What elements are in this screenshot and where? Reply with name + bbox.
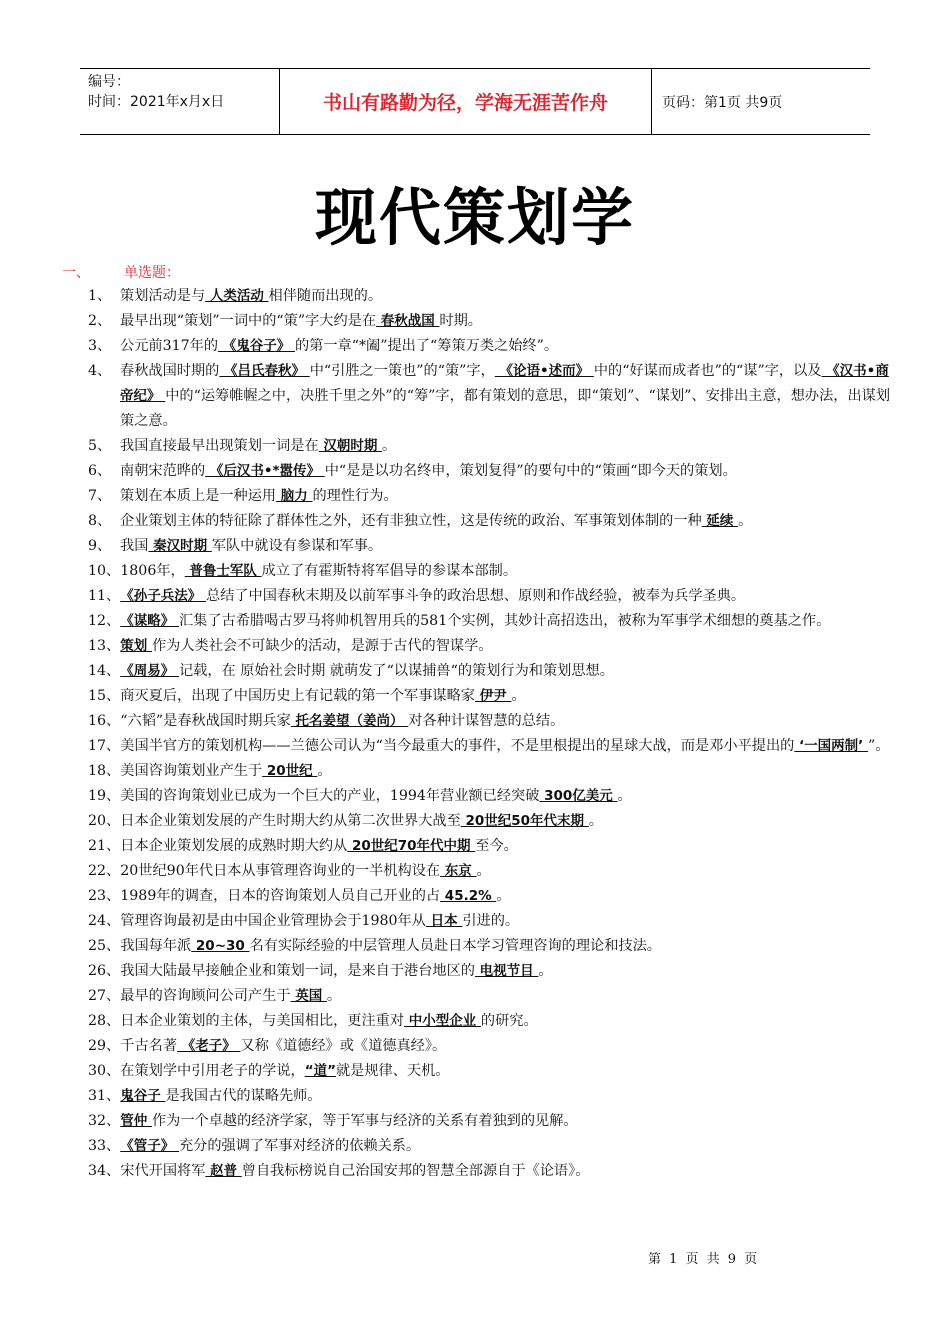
list-item xyxy=(88,434,894,459)
item-number: 15、 xyxy=(88,688,121,704)
answer-blank: 策划 xyxy=(120,638,152,654)
question-text: 我国 xyxy=(120,538,149,554)
item-number: 8、 xyxy=(88,513,112,529)
answer-blank: 东京 xyxy=(440,863,477,879)
item-number: 4、 xyxy=(88,363,112,379)
item-text xyxy=(120,909,894,934)
question-text: 日本企业策划的主体，与美国相比，更注重对 xyxy=(120,1013,405,1029)
question-text: 策划活动是与 xyxy=(120,288,206,304)
list-item xyxy=(88,959,894,984)
list-item xyxy=(88,1159,894,1184)
item-text xyxy=(120,509,894,534)
list-item xyxy=(88,884,894,909)
question-text: 中“是是以功名终申，策划复得”的要句中的“策画“即今天的策划。 xyxy=(324,463,737,479)
item-text xyxy=(120,309,894,334)
question-text: 相伴随而出现的。 xyxy=(268,288,383,304)
question-text: 。 xyxy=(738,513,753,529)
question-text: 日本企业策划发展的产生时期大约从第二次世界大战至 xyxy=(120,813,461,829)
question-text: 在策划学中引用老子的学说， xyxy=(120,1063,305,1079)
list-item xyxy=(88,609,894,634)
item-number: 24、 xyxy=(88,913,121,929)
answer-blank: 《孙子兵法》 xyxy=(120,588,206,604)
item-number: 17、 xyxy=(88,738,121,754)
item-text xyxy=(120,434,894,459)
question-text: 时期。 xyxy=(439,313,482,329)
question-text: 宋代开国将军 xyxy=(120,1163,206,1179)
answer-blank: 《后汉书•*嚣传》 xyxy=(205,463,325,479)
item-number: 11、 xyxy=(88,588,121,604)
list-item xyxy=(88,784,894,809)
question-text: 。 xyxy=(382,438,397,454)
question-text: 。 xyxy=(511,688,526,704)
question-text: 春秋战国时期的 xyxy=(120,363,220,379)
list-item xyxy=(88,834,894,859)
question-text: 我国大陆最早接触企业和策划一词，是来自于港台地区的 xyxy=(120,963,475,979)
item-text xyxy=(120,459,894,484)
item-text xyxy=(120,834,894,859)
item-text xyxy=(120,484,894,509)
item-number: 21、 xyxy=(88,838,121,854)
question-text: 作为一个卓越的经济学家，等于军事与经济的关系有着独到的见解。 xyxy=(151,1113,578,1129)
answer-blank: 《谋略》 xyxy=(120,613,179,629)
answer-blank: 赵普 xyxy=(205,1163,242,1179)
question-text: 1989年的调查，日本的咨询策划人员自己开业的占 xyxy=(120,888,441,904)
header-meta xyxy=(80,69,280,134)
answer-blank: 45.2% xyxy=(440,888,497,904)
list-item xyxy=(88,534,894,559)
header-page-info: 页码：第1页 共9页 xyxy=(662,94,783,111)
item-text xyxy=(120,1159,894,1184)
item-number: 22、 xyxy=(88,863,121,879)
question-text: 。 xyxy=(326,988,342,1004)
item-text xyxy=(120,659,894,684)
item-text xyxy=(120,709,894,734)
answer-blank: 《汉书•商帝纪》 xyxy=(120,363,889,404)
item-text xyxy=(120,1084,894,1109)
item-text xyxy=(120,1134,894,1159)
question-text: 汇集了古希腊喝古罗马将帅机智用兵的581个实例，其妙计高招迭出，被称为军事学术细想的奠基之作。 xyxy=(178,613,831,629)
question-text: 我国每年派 xyxy=(120,938,192,954)
answer-blank: 《论语•述而》 xyxy=(494,363,594,379)
answer-blank: 普鲁士军队 xyxy=(184,563,262,579)
list-item xyxy=(88,734,894,759)
list-item xyxy=(88,1009,894,1034)
item-number: 12、 xyxy=(88,613,121,629)
question-text: 公元前317年的 xyxy=(120,338,219,354)
question-text: 1806年， xyxy=(120,563,185,579)
question-text: 南朝宋范晔的 xyxy=(120,463,206,479)
question-text: 美国半官方的策划机构——兰德公司认为“当今最重大的事件，不是里根提出的星球大战，而是邓小平提出的 xyxy=(120,738,795,754)
answer-blank: 延续 xyxy=(701,513,739,529)
answer-blank: 汉朝时期 xyxy=(318,438,383,454)
item-number: 23、 xyxy=(88,888,121,904)
item-text xyxy=(120,1034,894,1059)
answer-blank: 中小型企业 xyxy=(404,1013,481,1029)
section-heading xyxy=(62,262,180,282)
answer-blank: 英国 xyxy=(290,988,327,1004)
question-text: 的研究。 xyxy=(480,1013,538,1029)
answer-blank: 20~30 xyxy=(191,938,250,954)
list-item xyxy=(88,859,894,884)
item-number: 32、 xyxy=(88,1113,121,1129)
list-item xyxy=(88,309,894,334)
question-text: 是我国古代的谋略先师。 xyxy=(165,1088,322,1104)
item-number: 29、 xyxy=(88,1038,121,1054)
answer-blank: 托名姜望（姜尚） xyxy=(290,713,409,729)
item-number: 19、 xyxy=(88,788,121,804)
question-text: 作为人类社会不可缺少的活动，是源于古代的智谋学。 xyxy=(151,638,493,654)
answer-blank: 20世纪50年代末期 xyxy=(460,813,589,829)
item-text xyxy=(120,684,894,709)
item-text xyxy=(120,359,894,434)
question-text: 名有实际经验的中层管理人员赴日本学习管理咨询的理论和技法。 xyxy=(249,938,661,954)
header-motto: 书山有路勤为径，学海无涯苦作舟 xyxy=(280,69,652,134)
item-text xyxy=(120,1059,894,1084)
answer-blank: ‘一国两制’ xyxy=(794,738,868,754)
question-text: 对各种计谋智慧的总结。 xyxy=(408,713,565,729)
answer-blank: 20世纪 xyxy=(262,763,318,779)
list-item xyxy=(88,1059,894,1084)
list-item xyxy=(88,984,894,1009)
answer-blank: 管仲 xyxy=(120,1113,152,1129)
item-text xyxy=(120,634,894,659)
header-time: 时间：2021年x月x日 xyxy=(88,94,225,110)
question-text: 中的“运筹帷幄之中，决胜千里之外”的“筹”字，都有策划的意思，即“策划”、“谋划”、安排出主意，想办法，出谋划策之意。 xyxy=(120,388,891,429)
item-text xyxy=(120,734,894,759)
list-item xyxy=(88,909,894,934)
question-text: 。 xyxy=(496,888,511,904)
item-text xyxy=(120,784,894,809)
answer-blank: 《周易》 xyxy=(120,663,179,679)
answer-blank: 人类活动 xyxy=(205,288,269,304)
item-text xyxy=(120,984,894,1009)
question-text: 日本企业策划发展的成熟时期大约从 xyxy=(120,838,348,854)
question-text: 最早的咨询顾问公司产生于 xyxy=(120,988,291,1004)
list-item xyxy=(88,934,894,959)
question-text: 中“引胜之一策也”的“策”字， xyxy=(309,363,495,379)
question-text: 美国咨询策划业产生于 xyxy=(120,763,263,779)
question-text: 管理咨询最初是由中国企业管理协会于1980年从 xyxy=(120,913,426,929)
question-text: 就是规律、天机。 xyxy=(335,1063,450,1079)
question-list xyxy=(88,284,894,1184)
answer-blank: 秦汉时期 xyxy=(148,538,212,554)
list-item xyxy=(88,659,894,684)
item-text xyxy=(120,609,894,634)
item-text xyxy=(120,759,894,784)
answer-blank: “道” xyxy=(304,1063,336,1079)
list-item xyxy=(88,334,894,359)
list-item xyxy=(88,1084,894,1109)
question-text: 的理性行为。 xyxy=(312,488,398,504)
item-number: 31、 xyxy=(88,1088,121,1104)
question-text: 商灭夏后，出现了中国历史上有记载的第一个军事谋略家 xyxy=(120,688,475,704)
item-text xyxy=(120,1109,894,1134)
question-text: 。 xyxy=(476,863,491,879)
question-text: 。 xyxy=(538,963,553,979)
list-item xyxy=(88,1034,894,1059)
question-text: ”。 xyxy=(868,738,890,754)
item-number: 30、 xyxy=(88,1063,121,1079)
answer-blank: 春秋战国 xyxy=(376,313,440,329)
list-item xyxy=(88,484,894,509)
item-text xyxy=(120,584,894,609)
list-item xyxy=(88,509,894,534)
question-text: 最早出现“策划”一词中的“策”字大约是在 xyxy=(120,313,377,329)
item-number: 5、 xyxy=(88,438,112,454)
answer-blank: 300亿美元 xyxy=(539,788,618,804)
question-text: 引进的。 xyxy=(462,913,520,929)
question-text: 20世纪90年代日本从事管理咨询业的一半机构设在 xyxy=(120,863,441,879)
item-number: 16、 xyxy=(88,713,121,729)
item-text xyxy=(120,534,894,559)
item-text xyxy=(120,334,894,359)
section-label: 单选题： xyxy=(124,265,180,281)
item-number: 9、 xyxy=(88,538,112,554)
question-text: 企业策划主体的特征除了群体性之外，还有非独立性，这是传统的政治、军事策划体制的一种 xyxy=(120,513,702,529)
list-item xyxy=(88,359,894,434)
item-number: 13、 xyxy=(88,638,121,654)
list-item xyxy=(88,284,894,309)
item-number: 26、 xyxy=(88,963,121,979)
answer-blank: 20世纪70年代中期 xyxy=(347,838,476,854)
item-number: 34、 xyxy=(88,1163,121,1179)
list-item xyxy=(88,684,894,709)
list-item xyxy=(88,634,894,659)
item-number: 2、 xyxy=(88,313,112,329)
question-text: 。 xyxy=(317,763,332,779)
item-text xyxy=(120,809,894,834)
answer-blank: 《管子》 xyxy=(120,1138,179,1154)
question-text: 我国直接最早出现策划一词是在 xyxy=(120,438,319,454)
question-text: 的第一章“*阖”提出了“筹策万类之始终”。 xyxy=(294,338,559,354)
question-text: 总结了中国春秋末期及以前军事斗争的政治思想、原则和作战经验，被奉为兵学圣典。 xyxy=(205,588,746,604)
item-number: 27、 xyxy=(88,988,121,1004)
item-text xyxy=(120,884,894,909)
item-number: 14、 xyxy=(88,663,121,679)
list-item xyxy=(88,1109,894,1134)
item-text xyxy=(120,284,894,309)
question-text: 中的“好谋而成者也”的“谋”字，以及 xyxy=(593,363,822,379)
answer-blank: 电视节目 xyxy=(474,963,539,979)
item-number: 3、 xyxy=(88,338,112,354)
list-item xyxy=(88,759,894,784)
question-text: 美国的咨询策划业已成为一个巨大的产业，1994年营业额已经突破 xyxy=(120,788,540,804)
item-text xyxy=(120,1009,894,1034)
item-number: 20、 xyxy=(88,813,121,829)
list-item xyxy=(88,709,894,734)
item-number: 33、 xyxy=(88,1138,121,1154)
answer-blank: 《吕氏春秋》 xyxy=(219,363,310,379)
question-text: 军队中就设有参谋和军事。 xyxy=(211,538,383,554)
item-number: 10、 xyxy=(88,563,121,579)
page-header xyxy=(80,68,870,135)
answer-blank: 鬼谷子 xyxy=(120,1088,166,1104)
question-text: 千古名著 xyxy=(120,1038,178,1054)
item-number: 1、 xyxy=(88,288,112,304)
question-text: 成立了有霍斯特将军倡导的参谋本部制。 xyxy=(261,563,518,579)
list-item xyxy=(88,559,894,584)
question-text: 至今。 xyxy=(475,838,518,854)
question-text: 记载，在 原始社会时期 就萌发了“以谋捕兽“的策划行为和策划思想。 xyxy=(178,663,614,679)
page-footer: 第 1 页 共 9 页 xyxy=(648,1252,758,1267)
item-text xyxy=(120,559,894,584)
question-text: “六韬”是春秋战国时期兵家 xyxy=(120,713,291,729)
list-item xyxy=(88,1134,894,1159)
answer-blank: 伊尹 xyxy=(474,688,512,704)
list-item xyxy=(88,584,894,609)
answer-blank: 《老子》 xyxy=(177,1038,241,1054)
item-number: 25、 xyxy=(88,938,121,954)
document-title: 现代策划学 xyxy=(314,181,635,254)
header-number: 编号： xyxy=(88,74,130,90)
answer-blank: 脑力 xyxy=(276,488,313,504)
list-item xyxy=(88,459,894,484)
answer-blank: 日本 xyxy=(425,913,463,929)
section-number: 一、 xyxy=(62,265,90,281)
list-item xyxy=(88,809,894,834)
item-number: 18、 xyxy=(88,763,121,779)
item-text xyxy=(120,959,894,984)
question-text: 。 xyxy=(588,813,603,829)
item-number: 28、 xyxy=(88,1013,121,1029)
item-text xyxy=(120,934,894,959)
question-text: 策划在本质上是一种运用 xyxy=(120,488,277,504)
question-text: 。 xyxy=(617,788,632,804)
question-text: 又称《道德经》或《道德真经》。 xyxy=(240,1038,447,1054)
item-text xyxy=(120,859,894,884)
item-number: 6、 xyxy=(88,463,112,479)
item-number: 7、 xyxy=(88,488,112,504)
answer-blank: 《鬼谷子》 xyxy=(218,338,295,354)
question-text: 曾自我标榜说自己治国安邦的智慧全部源自于《论语》。 xyxy=(241,1163,590,1179)
question-text: 充分的强调了军事对经济的依赖关系。 xyxy=(178,1138,421,1154)
